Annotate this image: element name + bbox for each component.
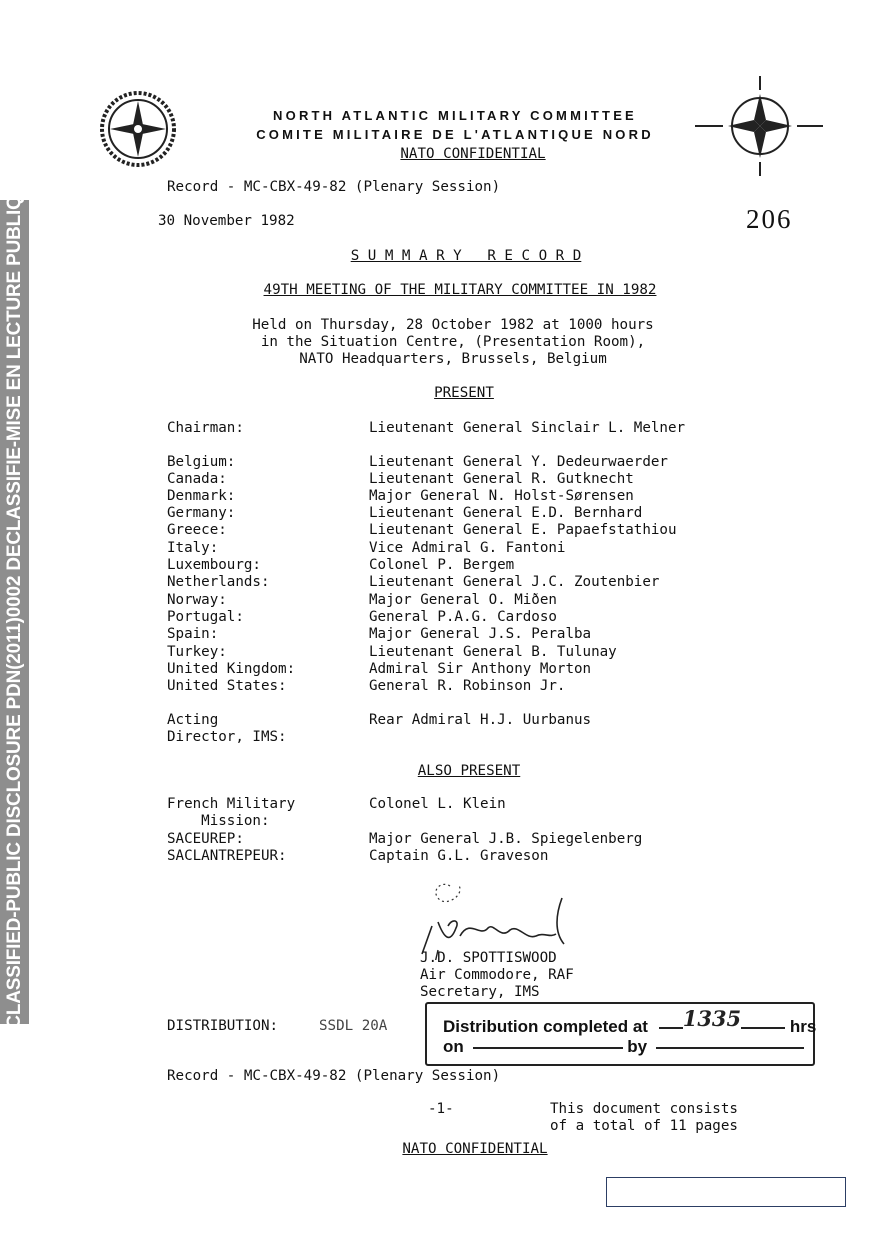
also-present-name: Captain G.L. Graveson bbox=[369, 848, 549, 864]
footer-consists-line-2: of a total of 11 pages bbox=[550, 1118, 738, 1134]
acting-label-line-2: Director, IMS: bbox=[167, 729, 287, 745]
footer-consists-line-1: This document consists bbox=[550, 1101, 738, 1117]
side-stamp-text: DECLASSIFIED-PUBLIC DISCLOSURE PDN(2011)0002 DECLASSIFIE-MISE EN LECTURE PUBLIQUE bbox=[3, 169, 25, 1055]
also-present-name: Colonel L. Klein bbox=[369, 796, 506, 812]
also-present-heading: ALSO PRESENT bbox=[417, 763, 521, 779]
attendee-country: United Kingdom: bbox=[167, 661, 296, 677]
signatory-title: Secretary, IMS bbox=[420, 984, 540, 1000]
header-org-french: COMITE MILITAIRE DE L'ATLANTIQUE NORD bbox=[256, 127, 654, 142]
chairman-label: Chairman: bbox=[167, 420, 244, 436]
distribution-label: DISTRIBUTION: bbox=[167, 1018, 279, 1034]
attendee-country: Greece: bbox=[167, 522, 227, 538]
attendee-country: Italy: bbox=[167, 540, 219, 556]
attendee-country: Luxembourg: bbox=[167, 557, 261, 573]
attendee-name: Major General N. Holst-Sørensen bbox=[369, 488, 634, 504]
document-date: 30 November 1982 bbox=[158, 213, 295, 229]
page-stamp-number: 206 bbox=[746, 204, 793, 234]
nato-emblem-wreath bbox=[99, 89, 177, 169]
attendee-name: General P.A.G. Cardoso bbox=[369, 609, 557, 625]
signatory-rank: Air Commodore, RAF bbox=[420, 967, 574, 983]
blank-annotation-box bbox=[606, 1177, 846, 1207]
stamp-time-handwritten: 1335 bbox=[682, 1006, 742, 1031]
also-present-label-cont: Mission: bbox=[167, 813, 270, 829]
chairman-name: Lieutenant General Sinclair L. Melner bbox=[369, 420, 686, 436]
attendee-name: Major General O. Miðen bbox=[369, 592, 557, 608]
attendee-country: Denmark: bbox=[167, 488, 236, 504]
attendee-name: Lieutenant General E. Papaefstathiou bbox=[369, 522, 677, 538]
also-present-label: French Military bbox=[167, 796, 296, 812]
attendee-name: Lieutenant General B. Tulunay bbox=[369, 644, 617, 660]
attendee-country: Norway: bbox=[167, 592, 227, 608]
header-org-english: NORTH ATLANTIC MILITARY COMMITTEE bbox=[273, 108, 637, 123]
distribution-stamp bbox=[425, 1002, 815, 1066]
attendee-country: Germany: bbox=[167, 505, 236, 521]
attendee-name: Lieutenant General E.D. Bernhard bbox=[369, 505, 643, 521]
attendee-name: Lieutenant General Y. Dedeurwaerder bbox=[369, 454, 668, 470]
present-heading: PRESENT bbox=[434, 385, 494, 401]
attendee-name: Colonel P. Bergem bbox=[369, 557, 515, 573]
attendee-name: Lieutenant General J.C. Zoutenbier bbox=[369, 574, 660, 590]
attendee-country: Netherlands: bbox=[167, 574, 270, 590]
held-line-1: Held on Thursday, 28 October 1982 at 1000 hours bbox=[252, 317, 654, 333]
stamp-label-on: on bbox=[443, 1037, 464, 1056]
stamp-unit-hrs: hrs bbox=[789, 1017, 817, 1036]
acting-director-name: Rear Admiral H.J. Uurbanus bbox=[369, 712, 592, 728]
attendee-country: Canada: bbox=[167, 471, 227, 487]
attendee-name: Lieutenant General R. Gutknecht bbox=[369, 471, 634, 487]
header-classification: NATO CONFIDENTIAL bbox=[400, 146, 546, 162]
attendee-name: General R. Robinson Jr. bbox=[369, 678, 566, 694]
footer-page-number: -1- bbox=[428, 1101, 454, 1117]
declassification-side-stamp bbox=[0, 169, 29, 1055]
footer-record-reference: Record - MC-CBX-49-82 (Plenary Session) bbox=[167, 1068, 501, 1084]
acting-label-line-1: Acting bbox=[167, 712, 219, 728]
signatory-name: J.D. SPOTTISWOOD bbox=[420, 950, 557, 966]
distribution-value: SSDL 20A bbox=[319, 1018, 388, 1034]
also-present-label: SACEUREP: bbox=[167, 831, 244, 847]
attendee-name: Major General J.S. Peralba bbox=[369, 626, 592, 642]
attendee-country: Belgium: bbox=[167, 454, 236, 470]
nato-compass-rose-icon bbox=[693, 74, 825, 178]
also-present-label: SACLANTREPEUR: bbox=[167, 848, 287, 864]
attendee-country: United States: bbox=[167, 678, 287, 694]
attendee-country: Portugal: bbox=[167, 609, 244, 625]
attendee-country: Spain: bbox=[167, 626, 219, 642]
handwritten-signature bbox=[410, 878, 580, 960]
attendee-name: Admiral Sir Anthony Morton bbox=[369, 661, 592, 677]
held-line-3: NATO Headquarters, Brussels, Belgium bbox=[299, 351, 607, 367]
attendee-country: Turkey: bbox=[167, 644, 227, 660]
also-present-name: Major General J.B. Spiegelenberg bbox=[369, 831, 643, 847]
footer-classification: NATO CONFIDENTIAL bbox=[402, 1141, 548, 1157]
held-line-2: in the Situation Centre, (Presentation Room), bbox=[260, 334, 646, 350]
attendee-name: Vice Admiral G. Fantoni bbox=[369, 540, 566, 556]
stamp-label-by: by bbox=[627, 1037, 648, 1056]
meeting-subtitle: 49TH MEETING OF THE MILITARY COMMITTEE IN 1982 bbox=[263, 282, 657, 298]
document-title: S U M M A R Y R E C O R D bbox=[350, 248, 582, 264]
record-reference: Record - MC-CBX-49-82 (Plenary Session) bbox=[167, 179, 501, 195]
stamp-label-completed: Distribution completed at bbox=[443, 1017, 648, 1036]
